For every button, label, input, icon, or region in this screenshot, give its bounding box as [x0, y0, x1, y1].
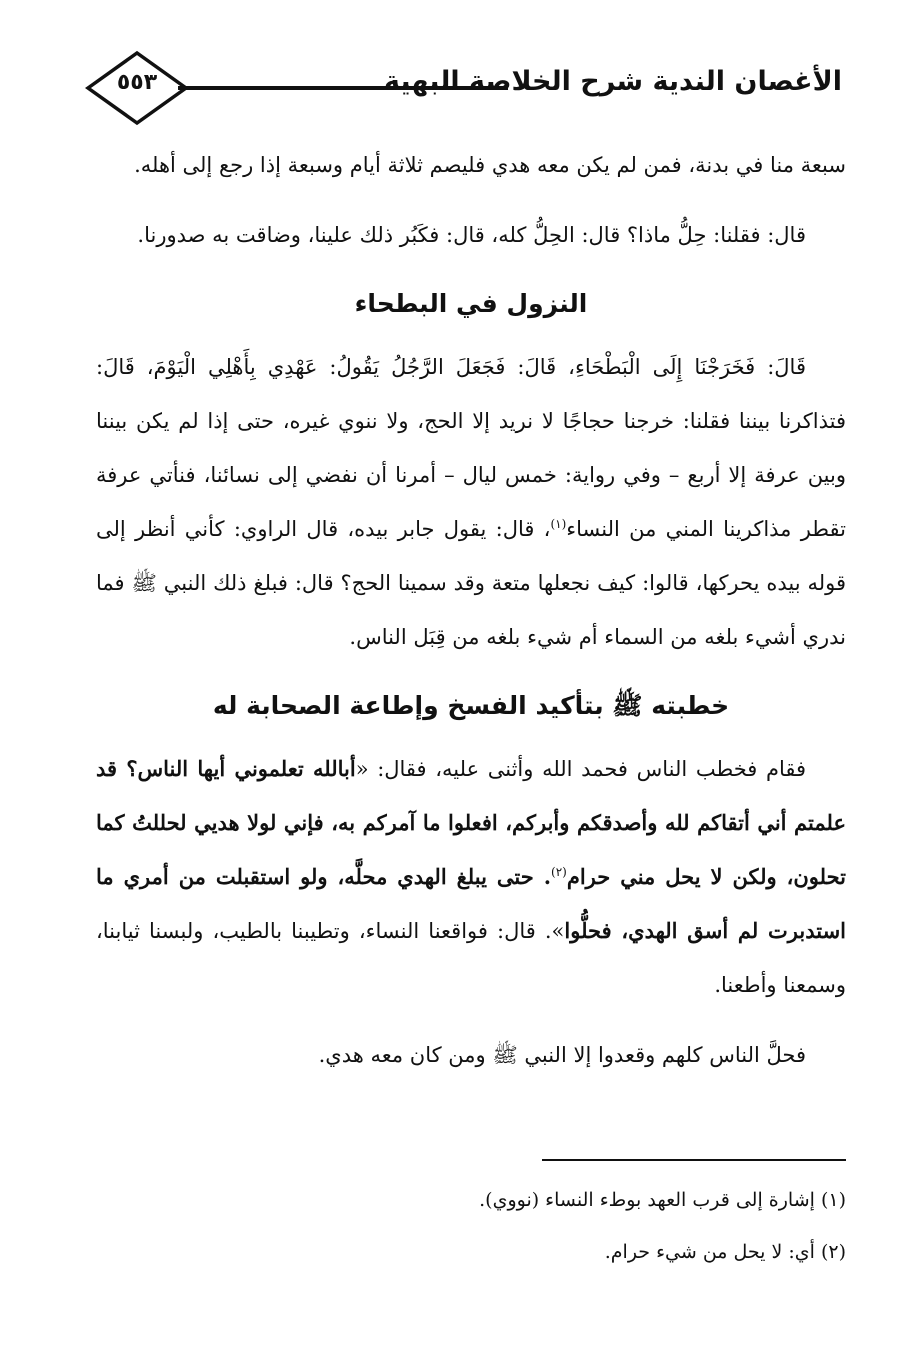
page-number: ٥٥٣: [116, 70, 158, 95]
paragraph: [96, 1028, 846, 1082]
footnote: (١) إشارة إلى قرب العهد بوطء النساء (نووي).: [479, 1189, 846, 1211]
paragraph-text: قال: فقلنا: حِلُّ ماذا؟ قال: الحِلُّ كله، قال: فكَبُر ذلك علينا، وضاقت به صدورنا.: [137, 223, 806, 247]
paragraph: [96, 208, 846, 262]
paragraph-text: ». قال: فواقعنا النساء، وتطيبنا بالطيب، ولبسنا ثيابنا، وسمعنا وأطعنا.: [96, 919, 846, 997]
paragraph-text: فحلَّ الناس كلهم وقعدوا إلا النبي ﷺ ومن كان معه هدي.: [318, 1043, 806, 1067]
footnote-separator: [542, 1159, 846, 1161]
running-title: الأغصان الندية شرح الخلاصة البهية: [384, 66, 842, 97]
footnotes: [96, 1174, 846, 1278]
section-heading: النزول في البطحاء: [354, 289, 588, 318]
page-body: [96, 138, 846, 1098]
quoted-speech: أبالله تعلموني أيها الناس؟ قد علمتم أني أتقاكم لله وأصدقكم وأبركم، افعلوا ما آمركم به، فإني لولا هديي لحللتُ كما تحلون، ولكن لا يحل مني حرام: [96, 756, 846, 889]
footnote: (٢) أي: لا يحل من شيء حرام.: [604, 1241, 846, 1263]
paragraph-text: قَالَ: فَخَرَجْنَا إِلَى الْبَطْحَاءِ، قَالَ: فَجَعَلَ الرَّجُلُ يَقُولُ: عَهْدِي بِأَهْلِي الْيَوْمَ، قَالَ: فتذاكرنا بيننا فقلنا: خرجنا حجاجًا لا نريد إلا الحج، ولا ننوي غيره، حتى إذا لم يكن بيننا وبين عرفة إلا أربع – وفي رواية: خمس ليال – أمرنا أن نفضي إلى نسائنا، فنأتي عرفة تقطر مذاكرينا المني من النساء: [96, 355, 846, 541]
footnote-marker: (١): [550, 517, 567, 531]
paragraph: [96, 742, 846, 1012]
paragraph: سبعة منا في بدنة، فمن لم يكن معه هدي فليصم ثلاثة أيام وسبعة إذا رجع إلى أهله.: [134, 153, 846, 177]
page-header: [82, 48, 842, 128]
paragraph-text: ، قال: يقول جابر بيده، قال الراوي: كأني أنظر إلى قوله بيده يحركها، قالوا: كيف نجعلها متعة وقد سمينا الحج؟ قال: فبلغ ذلك النبي ﷺ فما ندري أشيء بلغه من السماء أم شيء بلغه من قِبَل الناس.: [96, 517, 846, 649]
quoted-speech: . حتى يبلغ الهدي محلَّه، ولو استقبلت من أمري ما استدبرت لم أسق الهدي، فحلُّوا: [96, 864, 846, 943]
paragraph: [96, 340, 846, 664]
paragraph-text: فقام فخطب الناس فحمد الله وأثنى عليه، فقال: «: [355, 757, 806, 781]
footnote-marker: (٢): [551, 865, 567, 879]
section-heading: خطبته ﷺ بتأكيد الفسخ وإطاعة الصحابة له: [212, 691, 730, 720]
